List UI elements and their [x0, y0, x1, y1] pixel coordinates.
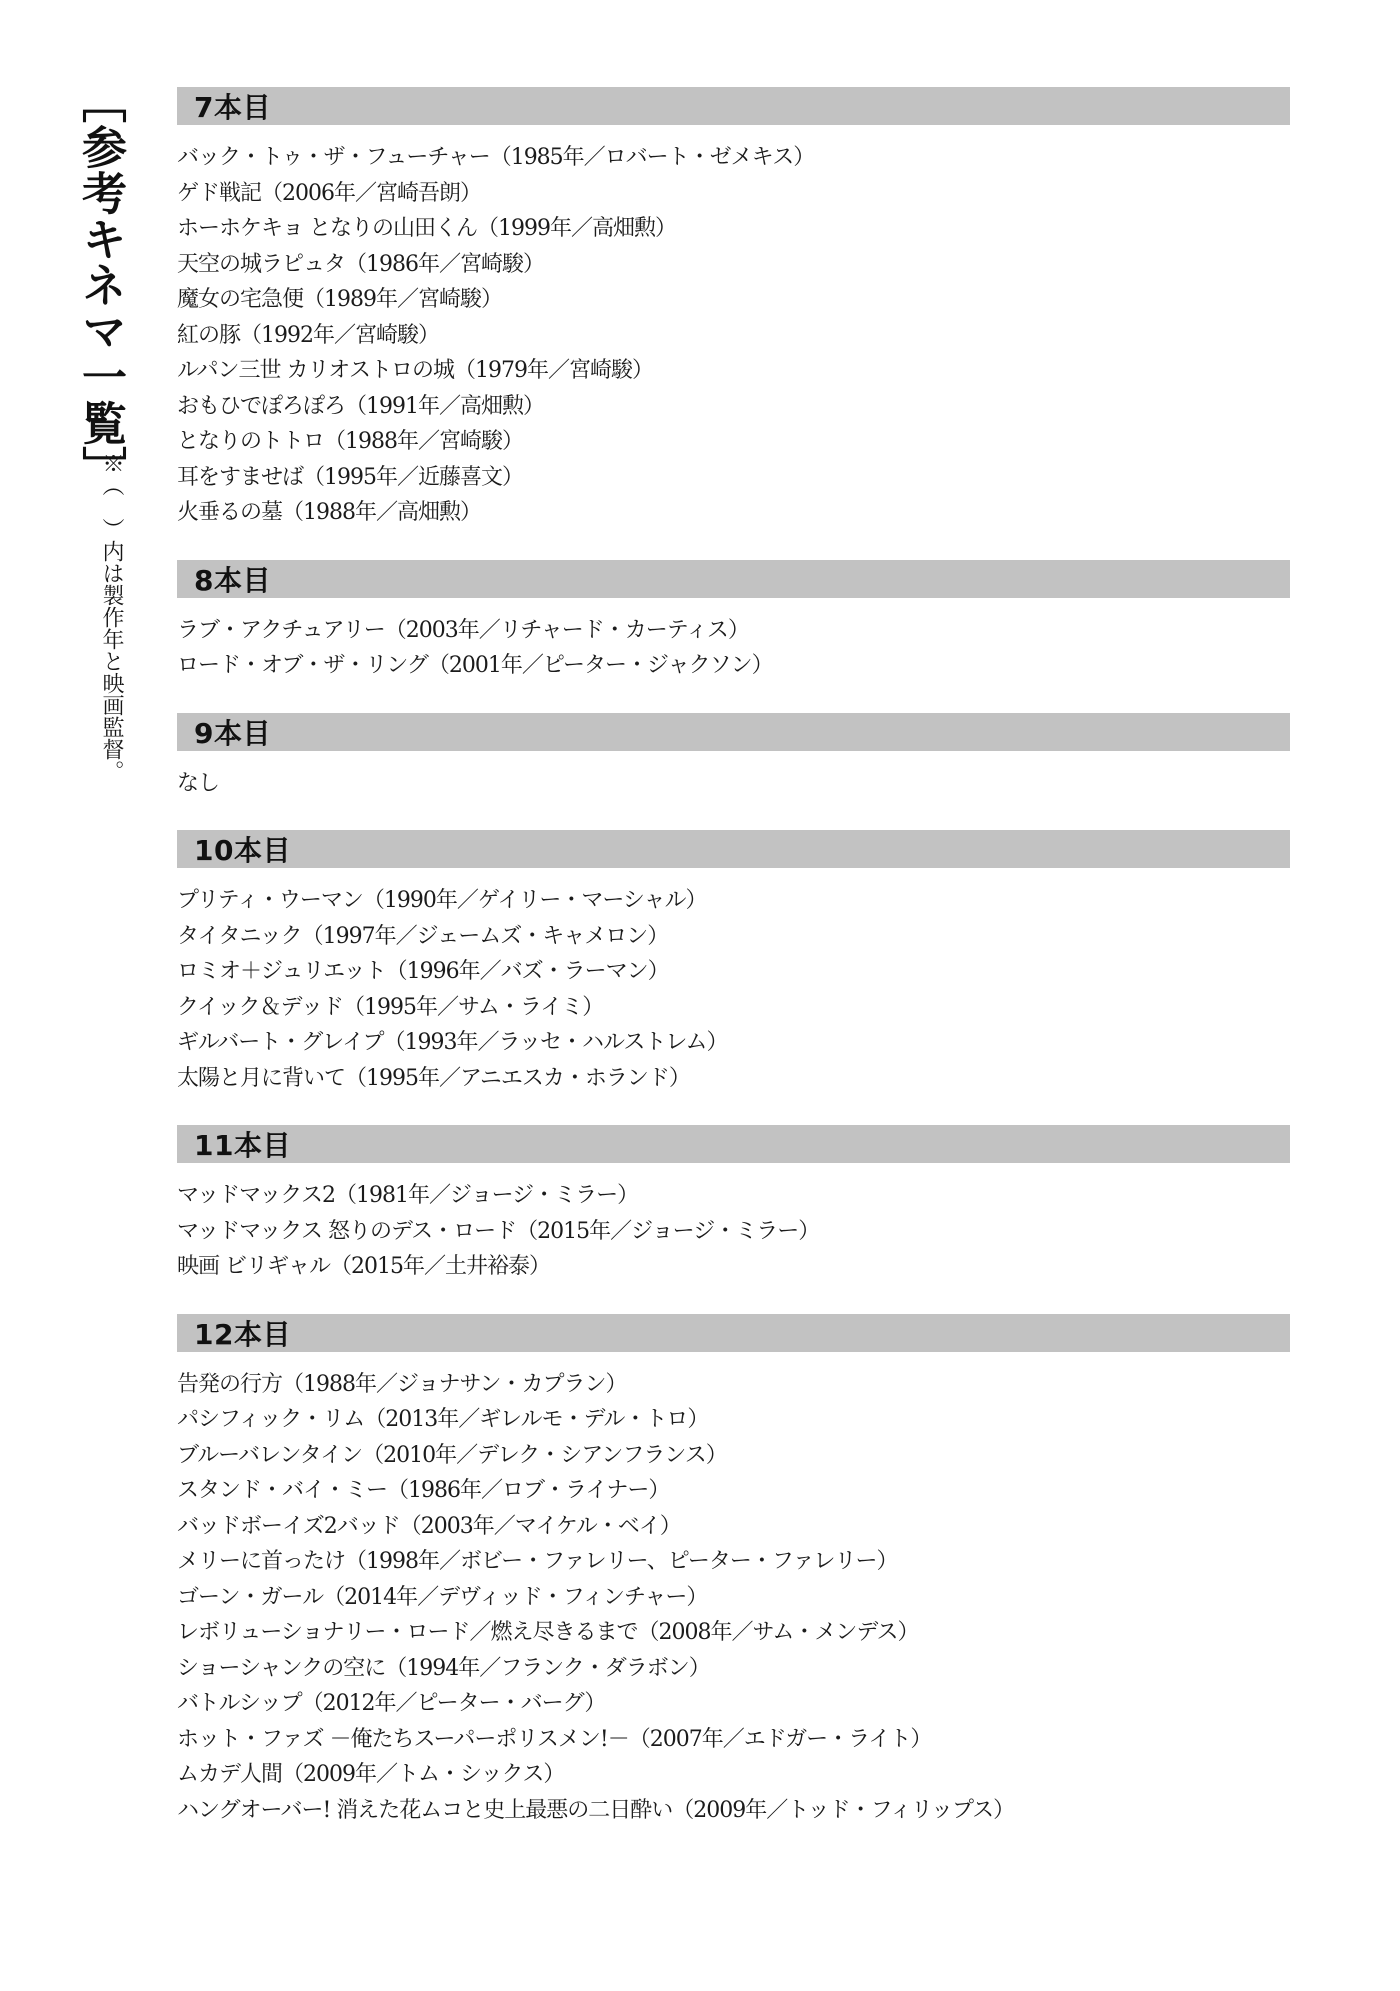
film-section	[177, 87, 1290, 531]
film-list	[177, 140, 1290, 531]
film-list-item: マッドマックス 怒りのデス・ロード（2015年／ジョージ・ミラー）	[177, 1218, 820, 1244]
page-side-note: ※（ ）内は製作年と映画監督。	[99, 452, 124, 782]
section-header-bar	[177, 830, 1290, 868]
film-list-item: ブルーバレンタイン（2010年／デレク・シアンフランス）	[177, 1442, 727, 1468]
section-header-label: 9本目	[194, 716, 271, 750]
section-header-label: 10本目	[194, 834, 291, 867]
film-list-item: ロミオ＋ジュリエット（1996年／バズ・ラーマン）	[177, 959, 669, 984]
film-section	[177, 560, 1290, 684]
film-list-item: メリーに首ったけ（1998年／ボビー・ファレリー、ピーター・ファレリー）	[177, 1549, 898, 1574]
film-list-item: 紅の豚（1992年／宮崎駿）	[177, 322, 439, 348]
film-list	[177, 883, 1290, 1096]
film-list-item: マッドマックス2（1981年／ジョージ・ミラー）	[177, 1183, 639, 1208]
film-list-item: タイタニック（1997年／ジェームズ・キャメロン）	[177, 923, 669, 949]
film-list-item: ホーホケキョ となりの山田くん（1999年／高畑勲）	[177, 216, 676, 241]
reference-cinema-list	[177, 87, 1290, 1857]
film-list-item: プリティ・ウーマン（1990年／ゲイリー・マーシャル）	[177, 888, 707, 913]
film-list	[177, 1178, 1290, 1285]
film-list-item: ハングオーバー! 消えた花ムコと史上最悪の二日酔い（2009年／トッド・フィリップス）	[177, 1797, 1015, 1823]
film-list-item: ホット・ファズ －俺たちスーパーポリスメン!－（2007年／エドガー・ライト）	[177, 1726, 932, 1752]
section-header-bar	[177, 1125, 1290, 1163]
film-list-item: 耳をすませば（1995年／近藤喜文）	[177, 464, 523, 490]
film-section	[177, 830, 1290, 1096]
film-list-item: ゴーン・ガール（2014年／デヴィッド・フィンチャー）	[177, 1584, 708, 1610]
film-list-item: クイック＆デッド（1995年／サム・ライミ）	[177, 994, 604, 1020]
section-header-label: 11本目	[194, 1129, 291, 1162]
film-list-item: 天空の城ラピュタ（1986年／宮崎駿）	[177, 251, 544, 277]
film-list-item: バッドボーイズ2バッド（2003年／マイケル・ベイ）	[177, 1513, 681, 1539]
section-header-label: 7本目	[194, 91, 271, 124]
film-list-item: レボリューショナリー・ロード／燃え尽きるまで（2008年／サム・メンデス）	[177, 1620, 919, 1645]
page-side-title: ［参考キネマ一覧］	[74, 78, 127, 492]
section-header-bar	[177, 560, 1290, 598]
film-list-item: 太陽と月に背いて（1995年／アニエスカ・ホランド）	[177, 1065, 690, 1091]
section-header-label: 8本目	[194, 563, 271, 597]
film-list	[177, 766, 1290, 802]
film-list-item: ムカデ人間（2009年／トム・シックス）	[177, 1762, 565, 1787]
film-list-item: 映画 ビリギャル（2015年／土井裕泰）	[177, 1254, 550, 1279]
film-list-item: バトルシップ（2012年／ピーター・バーグ）	[177, 1691, 606, 1716]
film-list-item: 火垂るの墓（1988年／高畑勲）	[177, 500, 481, 525]
film-section	[177, 1314, 1290, 1829]
film-list-item: なし	[177, 770, 220, 796]
section-header-bar	[177, 713, 1290, 751]
film-list-item: パシフィック・リム（2013年／ギレルモ・デル・トロ）	[177, 1407, 709, 1432]
film-list-item: ロード・オブ・ザ・リング（2001年／ピーター・ジャクソン）	[177, 653, 773, 678]
film-list-item: ショーシャンクの空に（1994年／フランク・ダラボン）	[177, 1655, 710, 1681]
film-section	[177, 1125, 1290, 1285]
film-list-item: バック・トゥ・ザ・フューチャー（1985年／ロバート・ゼメキス）	[177, 145, 815, 170]
section-header-bar	[177, 1314, 1290, 1352]
film-list-item: ギルバート・グレイプ（1993年／ラッセ・ハルストレム）	[177, 1030, 728, 1055]
film-list	[177, 1367, 1290, 1829]
film-list-item: 告発の行方（1988年／ジョナサン・カプラン）	[177, 1371, 627, 1397]
film-list-item: となりのトトロ（1988年／宮崎駿）	[177, 429, 523, 454]
film-list	[177, 613, 1290, 684]
film-list-item: ルパン三世 カリオストロの城（1979年／宮崎駿）	[177, 358, 654, 383]
film-list-item: おもひでぽろぽろ（1991年／高畑勲）	[177, 393, 544, 419]
film-list-item: ゲド戦記（2006年／宮崎吾朗）	[177, 180, 481, 206]
film-section	[177, 713, 1290, 802]
film-list-item: スタンド・バイ・ミー（1986年／ロブ・ライナー）	[177, 1478, 670, 1503]
section-header-bar	[177, 87, 1290, 125]
film-list-item: ラブ・アクチュアリー（2003年／リチャード・カーティス）	[177, 617, 749, 643]
section-header-label: 12本目	[194, 1317, 291, 1351]
film-list-item: 魔女の宅急便（1989年／宮崎駿）	[177, 287, 502, 312]
